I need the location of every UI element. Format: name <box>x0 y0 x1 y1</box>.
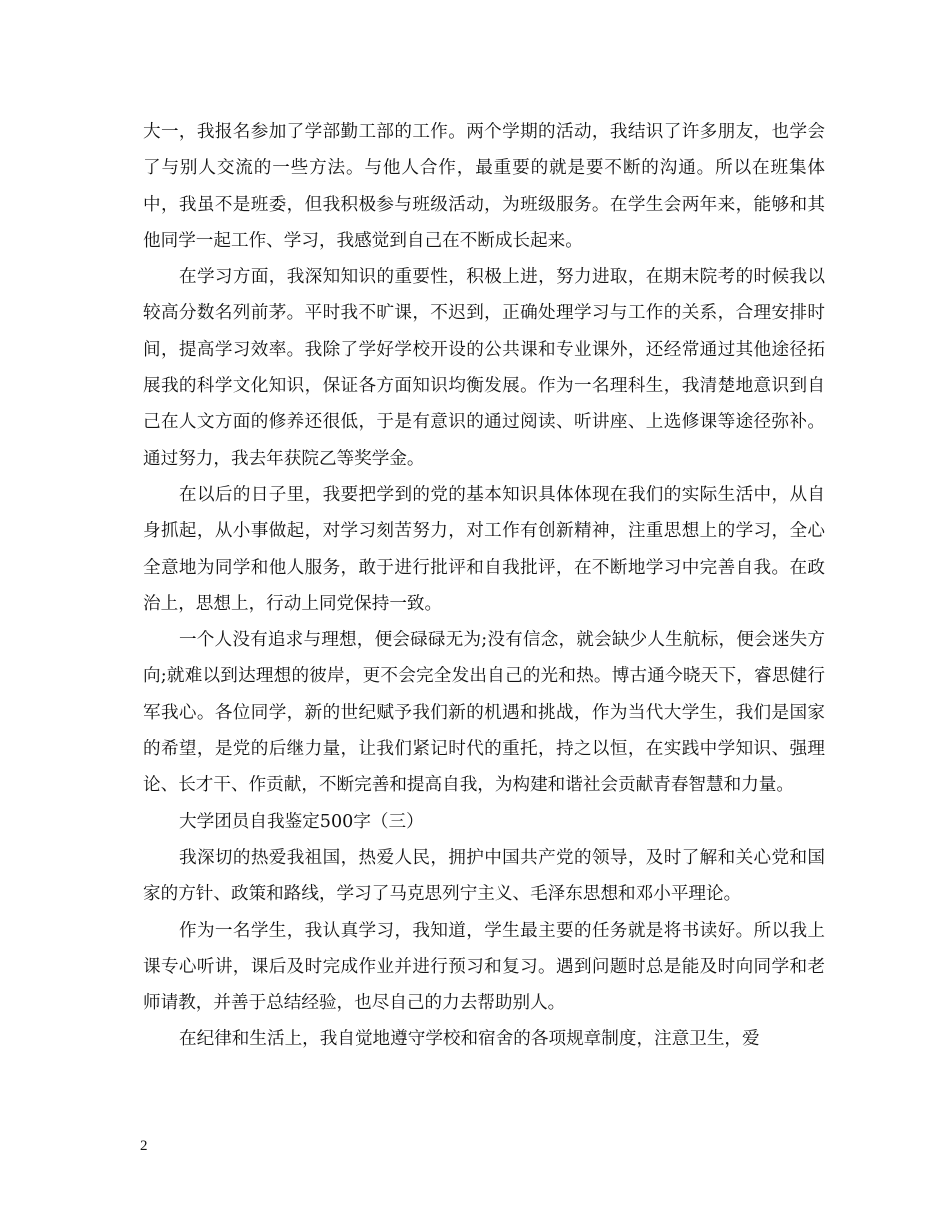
page-number: 2 <box>140 1138 148 1154</box>
paragraph-discipline: 在纪律和生活上，我自觉地遵守学校和宿舍的各项规章制度，注意卫生，爱 <box>179 1029 760 1050</box>
paragraph-study: 在学习方面，我深知知识的重要性，积极上进，努力进取，在期末院考的时候我以较高分数名列前茅。平时我不旷课，不迟到，正确处理学习与工作的关系，合理安排时间，提高学习效率。我除了学好学校开设的公共课和专业课外，还经常通过其他途径拓展我的科学文化知识，保证各方面知识均衡发展。作为一名理科生，我清楚地意识到自己在人文方面的修养还很低，于是有意识的通过阅读、听讲座、上选修课等途径弥补。通过努力，我去年获院乙等奖学金。 <box>143 267 825 469</box>
paragraph-work-experience: 大一，我报名参加了学部勤工部的工作。两个学期的活动，我结识了许多朋友，也学会了与别人交流的一些方法。与他人合作，最重要的就是要不断的沟通。所以在班集体中，我虽不是班委，但我积极参与班级活动，为班级服务。在学生会两年来，能够和其他同学一起工作、学习，我感觉到自己在不断成长起来。 <box>143 122 825 251</box>
paragraph-future-plans: 在以后的日子里，我要把学到的党的基本知识具体体现在我们的实际生活中，从自身抓起，从小事做起，对学习刻苦努力，对工作有创新精神，注重思想上的学习，全心全意地为同学和他人服务，敢于进行批评和自我批评，在不断地学习中完善自我。在政治上，思想上，行动上同党保持一致。 <box>143 484 825 614</box>
document-body <box>143 114 825 1058</box>
paragraph-learning: 作为一名学生，我认真学习，我知道，学生最主要的任务就是将书读好。所以我上课专心听讲，课后及时完成作业并进行预习和复习。遇到问题时总是能及时向同学和老师请教，并善于总结经验，也尽自己的力去帮助别人。 <box>143 920 825 1014</box>
paragraph-patriotism: 我深切的热爱我祖国，热爱人民，拥护中国共产党的领导，及时了解和关心党和国家的方针、政策和路线，学习了马克思列宁主义、毛泽东思想和邓小平理论。 <box>143 847 825 905</box>
paragraph-ideals: 一个人没有追求与理想，便会碌碌无为;没有信念，就会缺少人生航标，便会迷失方向;就难以到达理想的彼岸，更不会完全发出自己的光和热。博古通今晓天下，睿思健行军我心。各位同学，新的世纪赋予我们新的机遇和挑战，作为当代大学生，我们是国家的希望，是党的后继力量，让我们紧记时代的重托，持之以恒，在实践中学知识、强理论、长才干、作贡献，不断完善和提高自我，为构建和谐社会贡献青春智慧和力量。 <box>143 630 825 796</box>
section-heading: 大学团员自我鉴定500字（三） <box>179 811 424 832</box>
